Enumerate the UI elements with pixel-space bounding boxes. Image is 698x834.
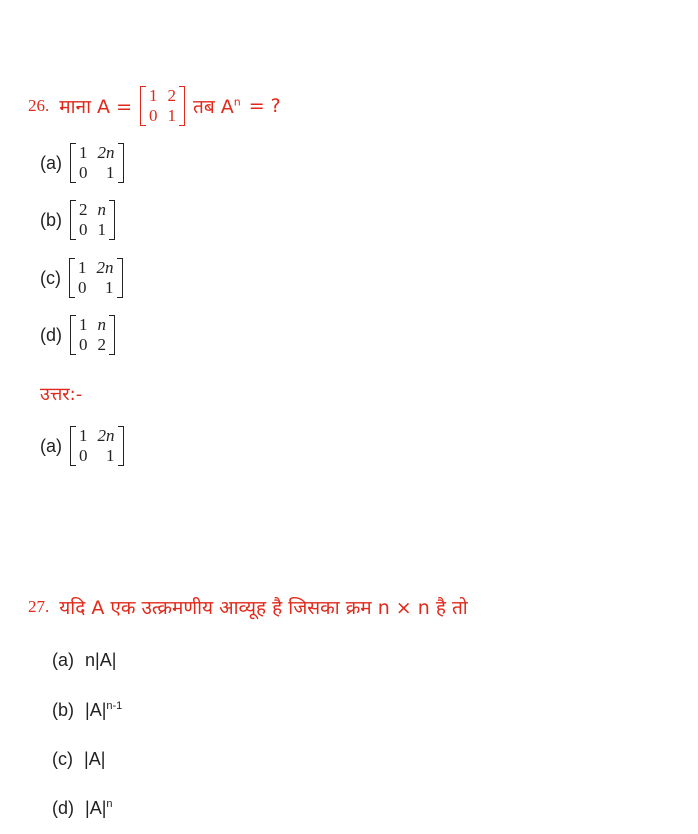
option-d[interactable] (40, 313, 115, 357)
option-a[interactable] (40, 141, 124, 185)
question-number: 26. (28, 96, 50, 115)
question-prefix: माना A = (59, 96, 132, 118)
option-matrix: 2 n 0 1 (70, 200, 115, 240)
option-exponent: n-1 (106, 700, 123, 712)
option-label: (c) (52, 749, 73, 769)
option-text: n|A| (85, 650, 117, 670)
option-matrix: 1 2n 0 1 (70, 143, 124, 183)
option-c[interactable] (40, 256, 123, 300)
option-text: |A| (84, 749, 106, 769)
option-label: (b) (52, 700, 74, 720)
question-text: यदि A एक उत्क्रमणीय आव्यूह है जिसका क्रम n × n है तो (59, 597, 468, 619)
option-label: (d) (40, 324, 62, 345)
question-tail: = ? (248, 95, 281, 117)
option-matrix: 1 n 0 2 (70, 315, 115, 355)
option-label: (a) (40, 152, 62, 173)
option-label: (b) (40, 209, 62, 230)
question-matrix: 1 2 0 1 (140, 86, 185, 126)
q27-option-c[interactable] (52, 749, 105, 770)
q27-option-a[interactable] (52, 650, 116, 671)
option-matrix: 1 2n 0 1 (69, 258, 123, 298)
q27-option-d[interactable] (52, 798, 113, 819)
option-text: |A| (85, 700, 107, 720)
question-27 (28, 592, 468, 622)
option-b[interactable] (40, 198, 115, 242)
answer-heading: उत्तर:- (40, 384, 83, 405)
question-26 (28, 84, 281, 128)
answer-label: (a) (40, 435, 62, 456)
question-then: तब $A^n$ (193, 95, 241, 118)
q27-option-b[interactable] (52, 700, 122, 721)
option-exponent: n (106, 798, 113, 810)
option-text: |A| (85, 798, 107, 818)
option-label: (c) (40, 267, 61, 288)
answer-matrix: 1 2n 0 1 (70, 426, 124, 466)
answer-option (40, 424, 124, 468)
option-label: (a) (52, 650, 74, 670)
option-label: (d) (52, 798, 74, 818)
question-number: 27. (28, 597, 50, 616)
